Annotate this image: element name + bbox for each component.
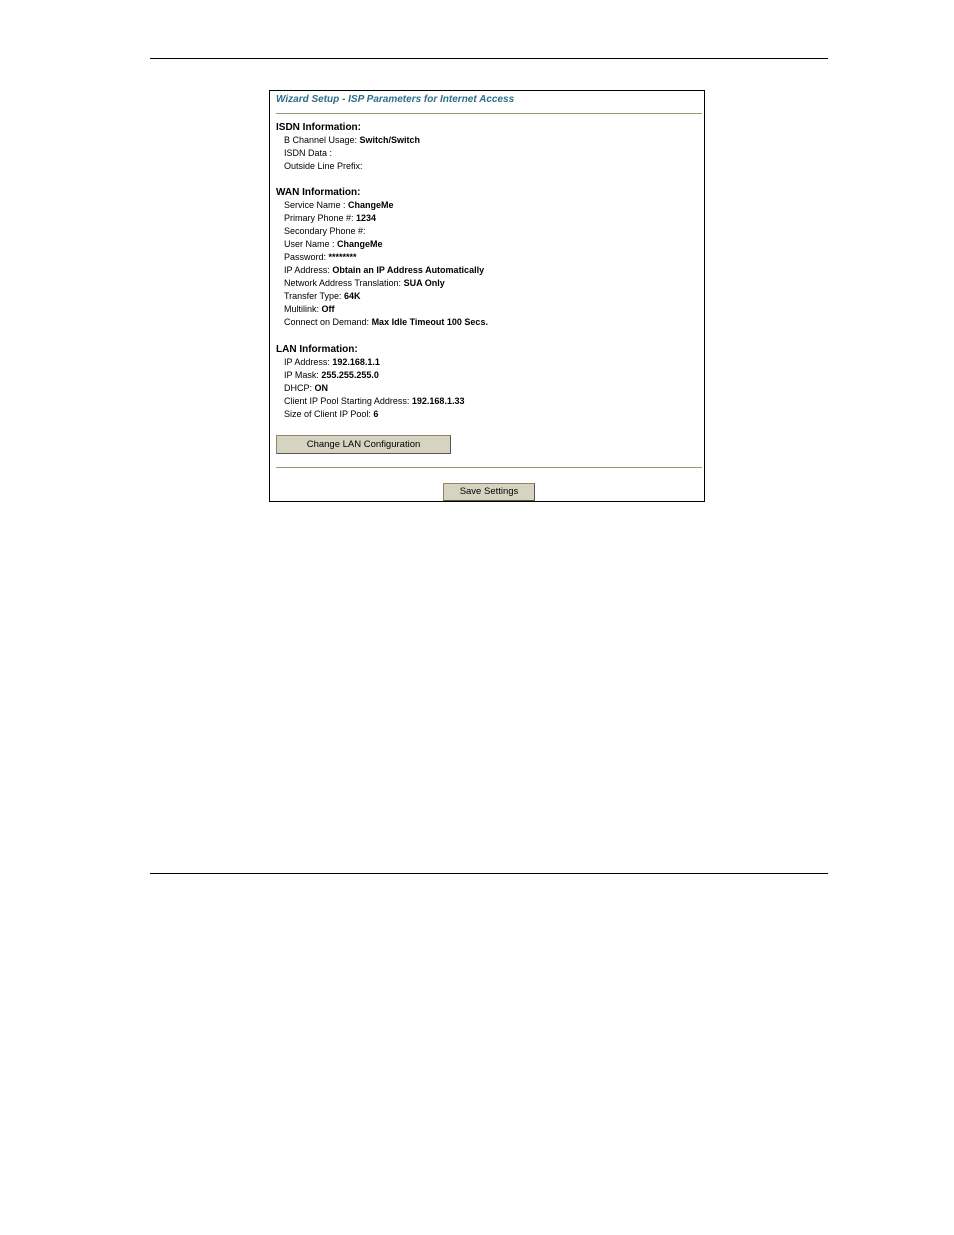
row-label: Transfer Type:: [284, 291, 345, 301]
row-value: 192.168.1.1: [332, 357, 380, 367]
row-label: Outside Line Prefix:: [284, 161, 363, 171]
wan-row: [276, 303, 696, 316]
lan-row: [276, 369, 696, 382]
row-value: Max Idle Timeout 100 Secs.: [371, 317, 488, 327]
wan-row: [276, 199, 696, 212]
isdn-section: [276, 121, 696, 173]
isdn-row: [276, 134, 696, 147]
row-label: ISDN Data :: [284, 148, 333, 158]
change-lan-configuration-button[interactable]: Change LAN Configuration: [276, 435, 451, 454]
footer-rule: [150, 873, 828, 874]
save-settings-button[interactable]: Save Settings: [443, 483, 535, 501]
row-label: Multilink:: [284, 304, 322, 314]
wan-row: [276, 277, 696, 290]
row-value: Switch/Switch: [359, 135, 421, 145]
wan-row: [276, 290, 696, 303]
header-rule: [150, 58, 828, 59]
row-value: 192.168.1.33: [411, 396, 465, 406]
wan-heading: WAN Information:: [276, 187, 361, 198]
row-value: Obtain an IP Address Automatically: [332, 265, 485, 275]
wan-row: [276, 212, 696, 225]
row-value: 1234: [356, 213, 377, 223]
row-label: IP Address:: [284, 357, 333, 367]
wan-row: [276, 316, 696, 329]
row-value: ON: [314, 383, 329, 393]
title-divider: [276, 113, 702, 114]
row-value: 255.255.255.0: [321, 370, 379, 380]
row-label: Client IP Pool Starting Address:: [284, 396, 412, 406]
row-value: 64K: [344, 291, 361, 301]
lan-row: [276, 382, 696, 395]
wan-row: [276, 238, 696, 251]
lan-heading: LAN Information:: [276, 344, 358, 355]
row-value: ChangeMe: [348, 200, 394, 210]
row-value: ChangeMe: [337, 239, 383, 249]
lan-row: [276, 356, 696, 369]
row-label: User Name :: [284, 239, 338, 249]
isdn-heading: ISDN Information:: [276, 122, 361, 133]
row-label: Size of Client IP Pool:: [284, 409, 374, 419]
row-label: Secondary Phone #:: [284, 226, 366, 236]
row-label: B Channel Usage:: [284, 135, 360, 145]
isdn-row: [276, 147, 696, 160]
row-label: Connect on Demand:: [284, 317, 372, 327]
row-value: 6: [373, 409, 379, 419]
wan-row: [276, 225, 696, 238]
lan-section: [276, 343, 696, 421]
lan-row: [276, 408, 696, 421]
row-value: Off: [321, 304, 335, 314]
row-value: SUA Only: [403, 278, 445, 288]
row-label: Password:: [284, 252, 329, 262]
row-label: Network Address Translation:: [284, 278, 404, 288]
row-label: Service Name :: [284, 200, 349, 210]
row-label: IP Address:: [284, 265, 333, 275]
wan-section: [276, 186, 696, 329]
row-label: DHCP:: [284, 383, 315, 393]
row-label: Primary Phone #:: [284, 213, 357, 223]
footer-divider: [276, 467, 702, 468]
lan-row: [276, 395, 696, 408]
row-label: IP Mask:: [284, 370, 322, 380]
row-value: ********: [328, 252, 357, 262]
wizard-panel: [269, 90, 705, 502]
wan-row: [276, 264, 696, 277]
panel-title: Wizard Setup - ISP Parameters for Internet Access: [276, 94, 515, 105]
wan-row: [276, 251, 696, 264]
isdn-row: [276, 160, 696, 173]
